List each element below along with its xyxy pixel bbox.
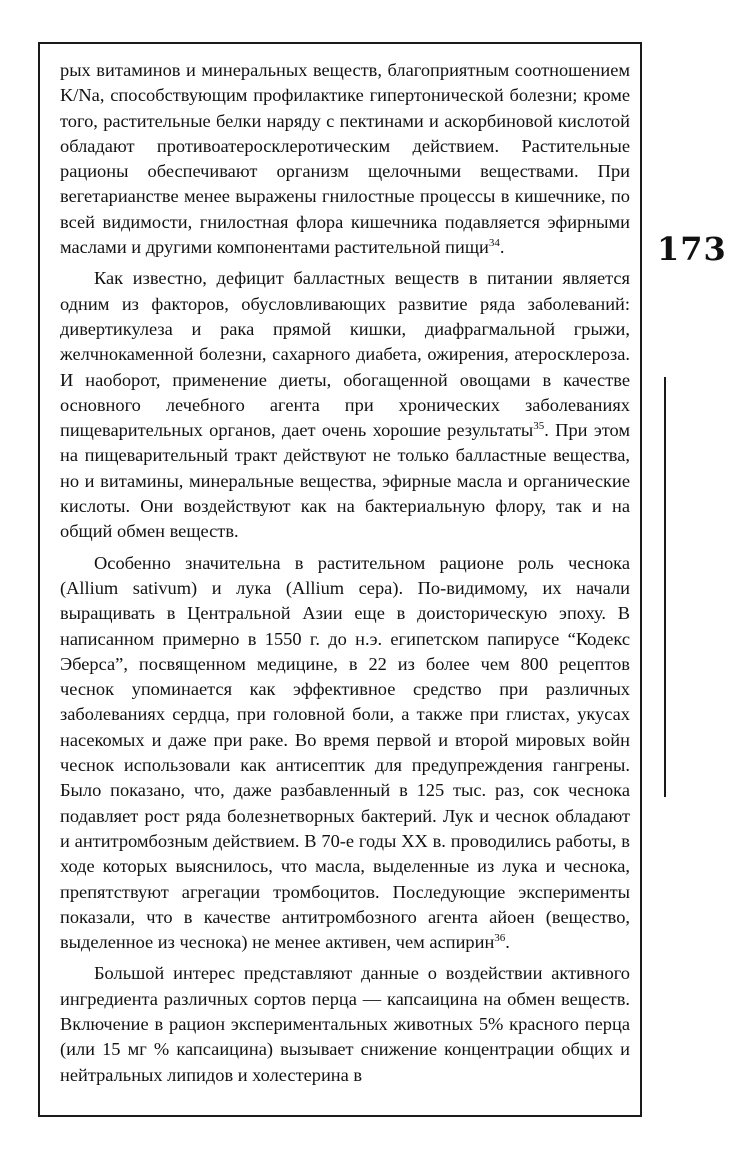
paragraph [60,266,630,544]
body-text [60,58,630,1088]
paragraph-text: Большой интерес представляют данные о воздействии активного ингредиента различных сортов перца — капсаицина на обмен веществ. Включение в рацион экспериментальных животных 5% красного перца (или 15 мг % капсаицина) вызывает снижение концентрации общих и нейтральных липидов и холестерина в [60,963,630,1085]
footnote-ref: 36 [494,931,506,944]
paragraph [60,961,630,1087]
paragraph-text: Особенно значительна в растительном рационе роль чеснока (Allium sativum) и лука (Allium cepa). По-видимому, их начали выращивать в Центральной Азии еще в доисторическую эпоху. В написанном примерно в 1550 г. до н.э. египетском папирусе “Кодекс Эберса”, посвященном медицине, в 22 из более чем 800 рецептов чеснок упоминается как эффективное средство при различных заболеваниях сердца, при головной боли, а также при глистах, укусах насекомых и даже при раке. Во время первой и второй мировых войн чеснок использовали как антисептик для предупреждения гангрены. Было показано, что, даже разбавленный в 125 тыс. раз, сок чеснока подавляет рост ряда болезнетворных бактерий. Лук и чеснок обладают и антитромбозным действием. В 70-е годы XX в. проводились работы, в ходе которых выяснилось, что масла, выделенные из лука и чеснока, препятствуют агрегации тромбоцитов. Последующие эксперименты показали, что в качестве антитромбозного агента айоен (вещество, выделенное из чеснока) не менее активен, чем аспирин [60,552,630,953]
paragraph [60,58,630,260]
page-number: 173 [657,230,727,268]
footnote-ref: 35 [533,420,545,433]
footnote-ref: 34 [488,236,500,249]
margin-rule [664,377,666,797]
paragraph-text: рых витаминов и минеральных веществ, благоприятным соотношением K/Na, способствующим профилактике гипертонической болезни; кроме того, растительные белки наряду с пектинами и аскорбиновой кислотой обладают противоатеросклеротическим действием. Растительные рационы обеспечивают организм щелочными веществами. При вегетарианстве менее выражены гнилостные процессы в кишечнике, по всей видимости, гнилостная флора кишечника подавляется эфирными маслами и другими компонентами растительной пищи [60,60,630,258]
paragraph-text-after: . [499,237,505,258]
paragraph-text: Как известно, дефицит балластных веществ в питании является одним из факторов, обусловливающих развитие ряда заболеваний: дивертикулеза и рака прямой кишки, диафрагмальной грыжи, желчнокаменной болезни, сахарного диабета, ожирения, атеросклероза. И наоборот, применение диеты, обогащенной овощами в качестве основного лечебного агента при хронических заболеваниях пищеварительных органов, дает очень хорошие результаты [60,268,630,441]
paragraph-text-after: . [505,932,510,953]
paragraph-text-after: . При этом на пищеварительный тракт действуют не только балластные вещества, но и витамины, минеральные вещества, эфирные масла и органические кислоты. Они воздействуют как на бактериальную флору, так и на общий обмен веществ. [60,420,630,542]
paragraph [60,551,630,956]
